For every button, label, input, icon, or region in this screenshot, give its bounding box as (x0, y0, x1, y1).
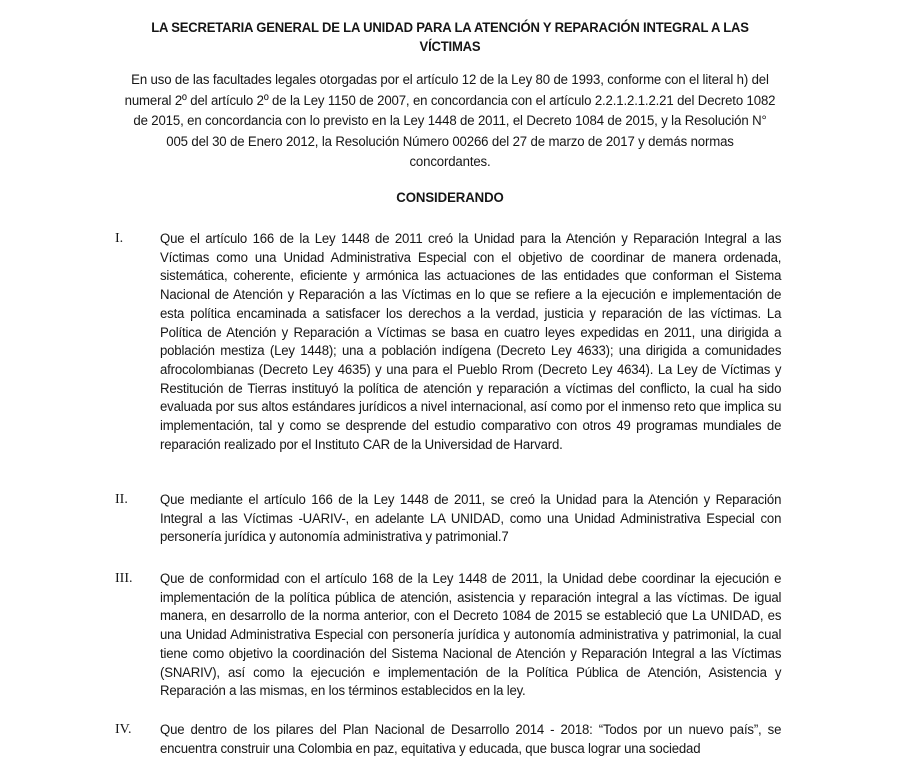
considerando-heading: CONSIDERANDO (396, 190, 504, 206)
document-title: LA SECRETARIA GENERAL DE LA UNIDAD PARA LA ATENCIÓN Y REPARACIÓN INTEGRAL A LAS VÍCTIMAS (151, 20, 749, 55)
item-numeral: IV. (115, 722, 132, 737)
item-text: Que dentro de los pilares del Plan Nacional de Desarrollo 2014 - 2018: “Todos por un nuevo país”, se encuentra construir una Colombia en paz, equitativa y educada, que busca lograr una sociedad (160, 722, 782, 757)
item-text: Que el artículo 166 de la Ley 1448 de 2011 creó la Unidad para la Atención y Reparación Integral a las Víctimas como una Unidad Administrativa Especial con el objetivo de coordinar de manera ordenada, sistemática, coherente, eficiente y armónica las actuaciones de las entidades que conforman el Sistema Nacional de Atención y Reparación a las Víctimas en lo que se refiere a la ejecución e implementación de esta política encaminada a satisfacer los derechos a la verdad, justicia y reparación de las víctimas. La Política de Atención y Reparación a Víctimas se basa en cuatro leyes expedidas en 2011, una dirigida a población mestiza (Ley 1448); una a población indígena (Decreto Ley 4633); una dirigida a comunidades afrocolombianas (Decreto Ley 4635) y una para el Pueblo Rrom (Decreto Ley 4634). La Ley de Víctimas y Restitución de Tierras instituyó la política de atención y reparación a víctimas del conflicto, la cual ha sido evaluada por sus altos estándares jurídicos a nivel internacional, así como por el inmenso reto que implica su implementación, tal y como se desprende del estudio comparativo con otros 49 programas mundiales de reparación realizado por el Instituto CAR de la Universidad de Harvard. (160, 231, 782, 453)
item-numeral: I. (115, 231, 124, 246)
intro-paragraph: En uso de las facultades legales otorgadas por el artículo 12 de la Ley 80 de 1993, conforme con el literal h) del numeral 2º del artículo 2º de la Ley 1150 de 2007, en concordancia con el artículo 2.2.1.2.1.2.21 del Decreto 1082 de 2015, en concordancia con lo previsto en la Ley 1448 de 2011, el Decreto 1084 de 2015, y la Resolución N° 005 del 30 de Enero 2012, la Resolución Número 00266 del 27 de marzo de 2017 y demás normas concordantes. (124, 72, 776, 170)
item-text: Que mediante el artículo 166 de la Ley 1448 de 2011, se creó la Unidad para la Atención y Reparación Integral a las Víctimas -UARIV-, en adelante LA UNIDAD, como una Unidad Administrativa Especial con personería jurídica y autonomía administrativa y patrimonial.7 (160, 492, 782, 546)
item-numeral: II. (115, 492, 128, 507)
item-numeral: III. (115, 571, 133, 586)
item-text: Que de conformidad con el artículo 168 de la Ley 1448 de 2011, la Unidad debe coordinar la ejecución e implementación de la política pública de atención, asistencia y reparación integral a las víctimas. De igual manera, en desarrollo de la norma anterior, con el Decreto 1084 de 2015 se estableció que La UNIDAD, es una Unidad Administrativa Especial con personería jurídica y autonomía administrativa y patrimonial, la cual tiene como objetivo la coordinación del Sistema Nacional de Atención y Reparación Integral a las Víctimas (SNARIV), así como la ejecución e implementación de la Política Pública de Atención, Asistencia y Reparación a las mismas, en los términos establecidos en la ley. (160, 571, 782, 700)
